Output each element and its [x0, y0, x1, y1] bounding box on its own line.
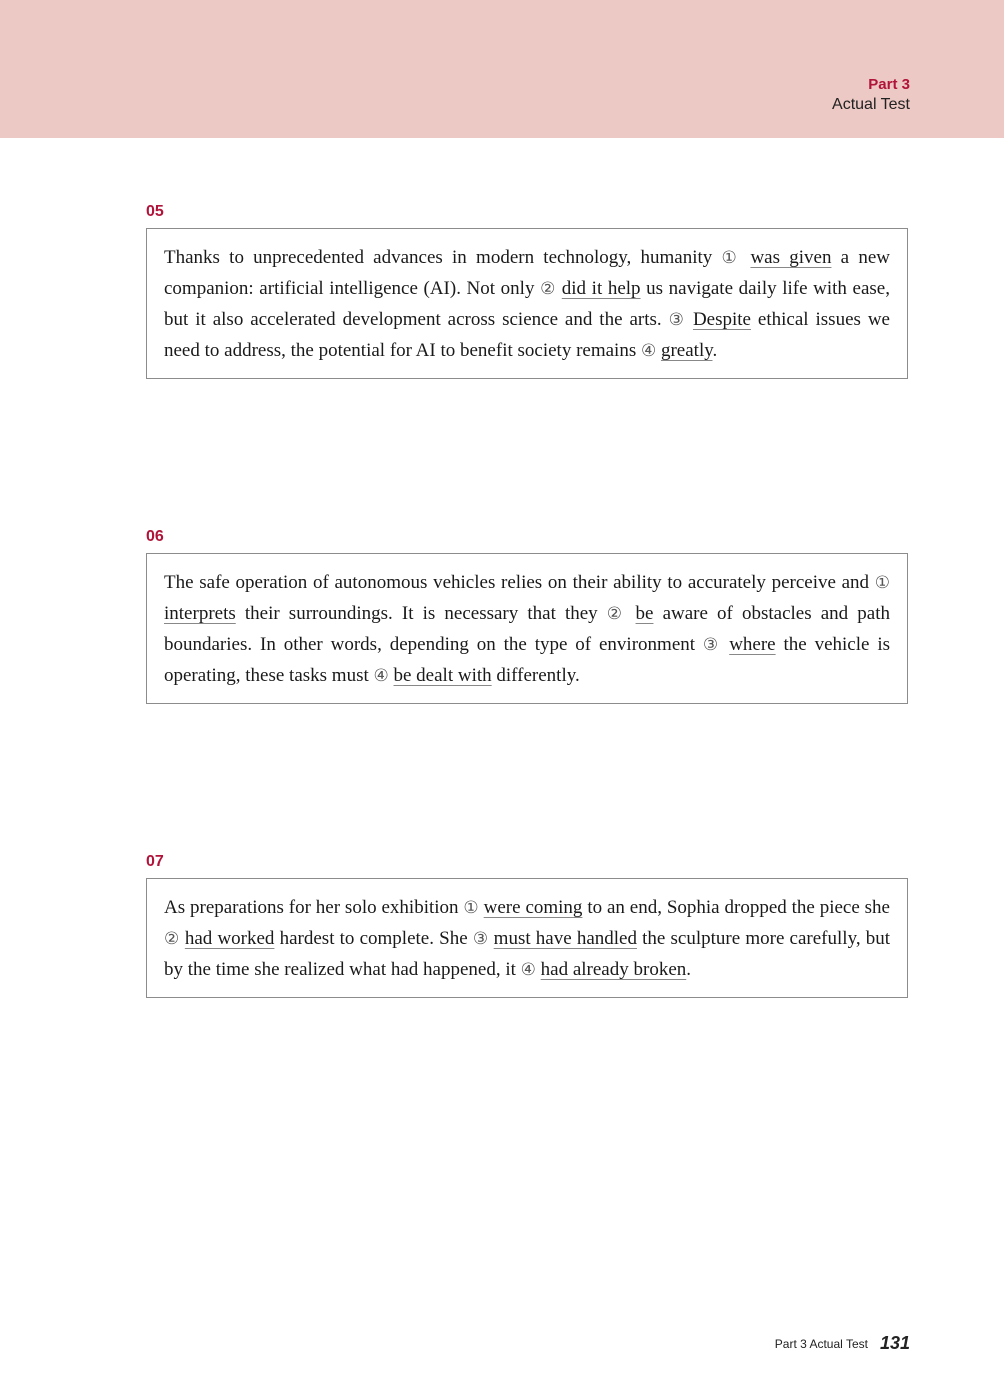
underlined-choice: Despite [692, 309, 751, 330]
page-number: 131 [879, 1333, 910, 1353]
choice-marker: ② [540, 279, 557, 298]
passage-text: their surroundings. It is necessary that they [235, 603, 607, 624]
question-box [146, 228, 908, 379]
underlined-choice: was given [750, 247, 832, 268]
choice-marker: ① [721, 248, 742, 267]
passage-text [686, 309, 693, 330]
page-footer [775, 1333, 910, 1354]
passage-text: hardest to complete. She [274, 928, 473, 949]
passage-text: us navigate daily life with ease, but it also accelerated development across science and the arts. [164, 278, 890, 330]
passage-text: The safe operation of autonomous vehicles relies on their ability to accurately perceive and [164, 572, 875, 593]
passage-text: to an end, Sophia dropped the piece she [582, 897, 890, 918]
underlined-choice: were coming [483, 897, 583, 918]
underlined-choice: interprets [164, 603, 236, 624]
choice-marker: ③ [472, 929, 489, 948]
passage-text [721, 634, 729, 655]
passage-text [626, 603, 635, 624]
choice-marker: ② [606, 604, 627, 623]
passage-text: a new companion: artificial intelligence (AI). Not only [164, 247, 891, 299]
underlined-choice: be dealt with [393, 665, 492, 686]
passage-text: . [712, 340, 718, 361]
question-number: 05 [146, 203, 164, 220]
header-band [0, 0, 1004, 138]
question-number: 06 [146, 528, 164, 545]
underlined-choice: be [635, 603, 654, 624]
passage-text: As preparations for her solo exhibition [164, 897, 464, 918]
passage-text: ethical issues we need to address, the potential for AI to benefit society remains [164, 309, 890, 361]
underlined-choice: had already broken [540, 959, 687, 980]
question-box [146, 878, 908, 998]
passage-text: Thanks to unprecedented advances in modern technology, humanity [164, 247, 722, 268]
underlined-choice: where [729, 634, 776, 655]
choice-marker: ① [463, 898, 479, 917]
choice-marker: ④ [373, 666, 389, 685]
choice-marker: ③ [702, 635, 722, 654]
choice-marker: ② [164, 929, 180, 948]
choice-marker: ④ [520, 960, 536, 979]
passage-text: aware of obstacles and path boundaries. In other words, depending on the type of environment [164, 603, 891, 655]
passage-text: the sculpture more carefully, but by the time she realized what had happened, it [164, 928, 891, 980]
choice-marker: ① [874, 573, 890, 592]
underlined-choice: greatly [660, 340, 713, 361]
underlined-choice: must have handled [493, 928, 637, 949]
header-subtitle: Actual Test [832, 96, 910, 113]
choice-marker: ③ [668, 310, 687, 329]
question-number: 07 [146, 853, 164, 870]
underlined-choice: did it help [561, 278, 641, 299]
underlined-choice: had worked [184, 928, 275, 949]
passage-text: . [686, 959, 692, 980]
footer-label: Part 3 Actual Test [774, 1336, 868, 1351]
passage-text: differently. [491, 665, 580, 686]
question-box [146, 553, 908, 704]
choice-marker: ④ [640, 341, 657, 360]
header-part-label: Part 3 [868, 76, 910, 93]
passage-text: the vehicle is operating, these tasks must [164, 634, 890, 686]
